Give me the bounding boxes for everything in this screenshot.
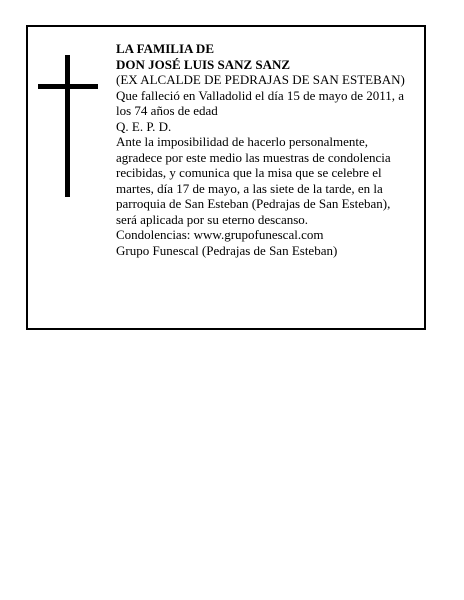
message-line-4: martes, día 17 de mayo, a las siete de la tarde, en la [116,180,383,196]
cross-vertical-bar [65,55,70,197]
message-line-3: recibidas, y comunica que la misa que se celebre el [116,165,382,180]
message-line-6: será aplicada por su eterno descanso. [116,211,309,227]
condolences-website: Condolencias: www.grupofunescal.com [116,227,324,242]
death-details-line-2: los 74 años de edad [116,103,218,118]
notice-text [116,41,426,258]
cross-icon [38,55,98,197]
message-line-5: parroquia de San Esteban (Pedrajas de San Esteban), [116,196,391,211]
death-details-line-1: Que falleció en Valladolid el día 15 de mayo de 2011, a [116,87,405,103]
message-line-2: agradece por este medio las muestras de condolencia [116,149,391,165]
message-line-1: Ante la imposibilidad de hacerlo personalmente, [116,134,368,149]
deceased-title: (EX ALCALDE DE PEDRAJAS DE SAN ESTEBAN) [116,72,405,87]
family-heading: LA FAMILIA DE [116,41,214,56]
funeral-home-name: Grupo Funescal (Pedrajas de San Esteban) [116,242,338,258]
cross-horizontal-bar [38,84,98,89]
obituary-notice [26,25,426,330]
deceased-name: DON JOSÉ LUIS SANZ SANZ [116,56,291,72]
rip-abbreviation: Q. E. P. D. [116,118,172,134]
